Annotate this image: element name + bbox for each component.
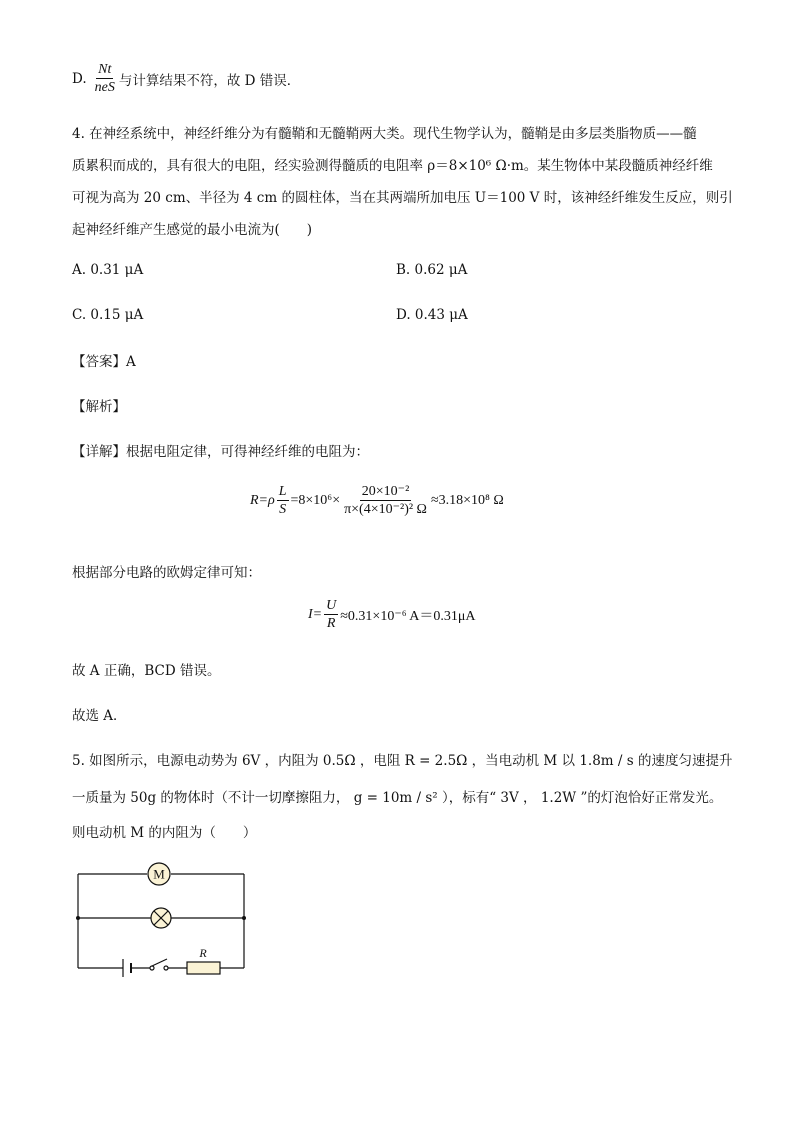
formula2-frac	[324, 598, 338, 632]
prev-option-d	[72, 62, 300, 96]
q4-line3: 可视为高为 20 cm、半径为 4 cm 的圆柱体，当在其两端所加电压 U＝100 V 时，该神经纤维发生反应，则引	[72, 190, 733, 206]
formula1-lhs: R=ρ	[250, 492, 275, 508]
battery-icon	[123, 959, 131, 977]
current-formula	[308, 598, 476, 632]
q4-option-b: B. 0.62 μA	[396, 262, 468, 278]
option-d-fraction	[93, 62, 117, 96]
fraction-numerator: Nt	[96, 62, 113, 79]
conclusion-text: 故 A 正确，BCD 错误。	[72, 663, 221, 679]
q5-line3: 则电动机 M 的内阻为（ ）	[72, 825, 257, 841]
formula2-lhs: I=	[308, 606, 323, 622]
q4-option-d: D. 0.43 μA	[396, 307, 468, 323]
formula1-mid: =8×10⁶×	[290, 492, 341, 508]
answer-tag: 【答案】A	[72, 354, 136, 370]
analysis-tag: 【解析】	[72, 399, 126, 415]
resistance-formula	[250, 484, 504, 518]
formula1-frac1-den: S	[279, 502, 287, 518]
option-d-text: 与计算结果不符，故 D 错误．	[118, 72, 301, 89]
formula1-frac1	[277, 484, 289, 518]
lamp-icon	[151, 908, 171, 928]
ohm-law-text: 根据部分电路的欧姆定律可知：	[72, 565, 261, 581]
junction-right	[242, 916, 246, 920]
junction-left	[76, 916, 80, 920]
q4-option-a: A. 0.31 μA	[72, 262, 144, 278]
q5-line1: 5. 如图所示，电源电动势为 6V ，内阻为 0.5Ω ，电阻 R = 2.5Ω ，当电动机 M 以 1.8m / s 的速度匀速提升	[72, 753, 733, 769]
resistor-icon	[187, 946, 220, 974]
option-d-prefix: D.	[72, 70, 87, 87]
formula2-rhs: ≈0.31×10⁻⁶ A＝0.31μA	[340, 608, 476, 624]
motor-icon	[148, 863, 170, 885]
formula1-frac2	[342, 484, 429, 518]
formula1-rhs: ≈3.18×10⁸ Ω	[430, 492, 504, 508]
q4-line1: 4. 在神经系统中，神经纤维分为有髓鞘和无髓鞘两大类。现代生物学认为，髓鞘是由多层类脂物质——髓	[72, 126, 697, 142]
motor-label: M	[153, 866, 165, 882]
q4-line2: 质累积而成的，具有很大的电阻，经实验测得髓质的电阻率 ρ＝8×10⁶ Ω·m。某生物体中某段髓质神经纤维	[72, 158, 713, 174]
detail-text: 【详解】根据电阻定律，可得神经纤维的电阻为：	[72, 444, 369, 460]
circuit-diagram	[70, 858, 260, 978]
fraction-denominator: neS	[94, 80, 115, 96]
formula1-frac2-num: 20×10⁻²	[360, 484, 411, 501]
formula1-frac1-num: L	[277, 484, 289, 501]
formula1-frac2-den: π×(4×10⁻²)² Ω	[344, 502, 427, 518]
q4-line4: 起神经纤维产生感觉的最小电流为( )	[72, 222, 313, 238]
formula2-frac-num: U	[324, 598, 338, 615]
formula2-frac-den: R	[326, 616, 336, 632]
q5-line2: 一质量为 50g 的物体时（不计一切摩擦阻力， g = 10m / s² ），标有“ 3V ， 1.2W ”的灯泡恰好正常发光。	[72, 790, 723, 806]
switch-icon	[150, 959, 168, 970]
q4-option-c: C. 0.15 μA	[72, 307, 144, 323]
choose-text: 故选 A．	[72, 708, 127, 724]
resistor-label: R	[199, 946, 207, 960]
